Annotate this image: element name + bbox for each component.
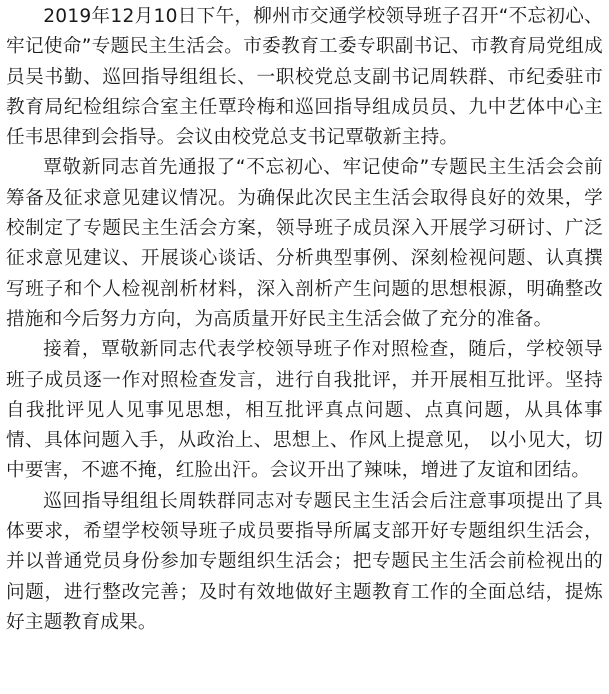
paragraph-meeting-intro: 2019年12月10日下午，柳州市交通学校领导班子召开“不忘初心、牢记使命”专题民主生活会。市委教育工委专职副书记、市教育局党组成员吴书勤、巡回指导组组长、一职校党总支副书记周轶群、市纪委驻市教育局纪检组综合室主任覃玲梅和巡回指导组成员员、九中艺体中心主任韦思律到会指导。会议由校党总支书记覃敬新主持。	[6, 6, 603, 149]
paragraph-requirements: 巡回指导组组长周轶群同志对专题民主生活会后注意事项提出了具体要求，希望学校领导班子成员要指导所属支部开好专题组织生活会，并以普通党员身份参加专题组织生活会；把专题民主生活会前检视出的问题，进行整改完善；及时有效地做好主题教育工作的全面总结，提炼好主题教育成果。	[6, 490, 603, 633]
paragraph-self-criticism: 接着，覃敬新同志代表学校领导班子作对照检查，随后，学校领导班子成员逐一作对照检查发言，进行自我批评，并开展相互批评。坚持自我批评见人见事见思想，相互批评真点问题、点真问题，从具体事情、具体问题入手，从政治上、思想上、作风上提意见， 以小见大，切中要害，不遮不掩，红脸出汗。会议开出了辣味，增进了友谊和团结。	[6, 339, 603, 482]
paragraph-preparation-report: 覃敬新同志首先通报了“不忘初心、牢记使命”专题民主生活会会前筹备及征求意见建议情况。为确保此次民主生活会取得良好的效果，学校制定了专题民主生活会方案，领导班子成员深入开展学习研讨、广泛征求意见建议、开展谈心谈话、分析典型事例、深刻检视问题、认真撰写班子和个人检视剖析材料，深入剖析产生问题的思想根源，明确整改措施和今后努力方向，为高质量开好民主生活会做了充分的准备。	[6, 157, 603, 330]
